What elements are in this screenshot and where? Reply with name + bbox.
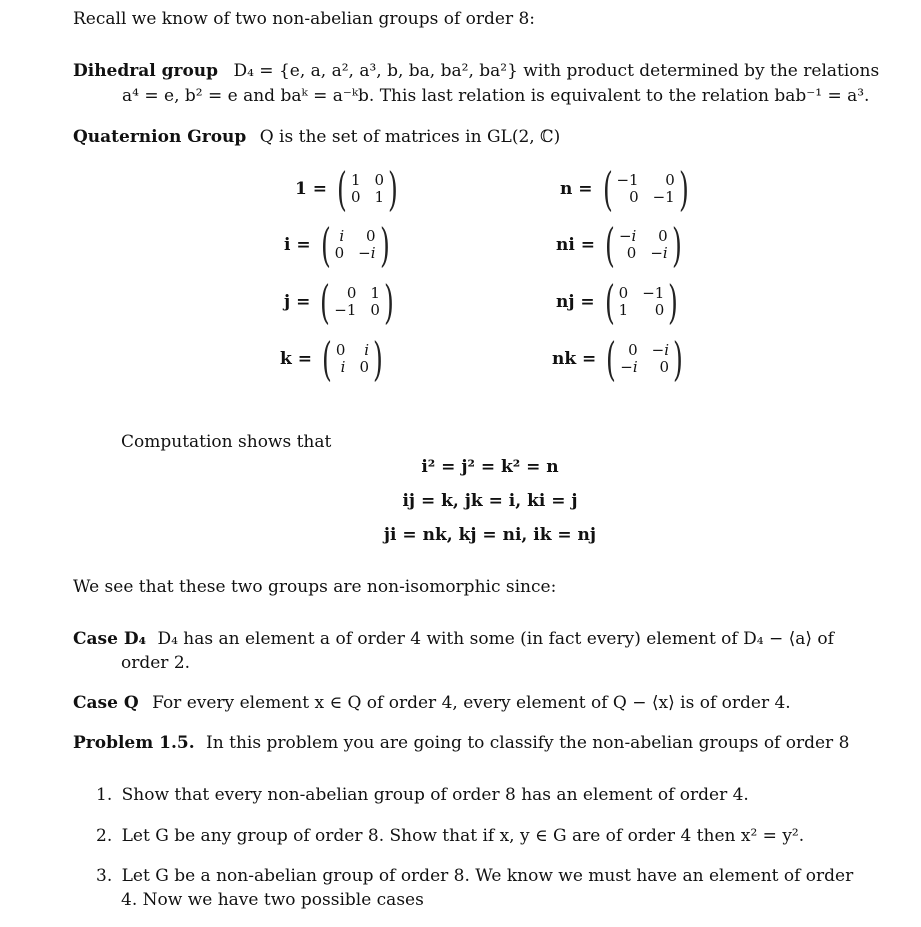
right-paren: ): [388, 162, 398, 216]
matrix-label: 1 =: [295, 178, 327, 199]
matrix-nj: [556, 275, 682, 329]
case-q: [73, 692, 791, 714]
computation-eq1: i² = j² = k² = n: [421, 457, 559, 477]
non-isomorphic-text: We see that these two groups are non-isomorphic since:: [73, 577, 557, 597]
cell: −1: [616, 170, 639, 189]
matrix-cells: [616, 172, 674, 207]
matrix-k: [280, 332, 387, 386]
cell: 0: [618, 283, 629, 302]
case-q-text: For every element x ∈ Q of order 4, every element of Q − ⟨x⟩ is of order 4.: [152, 693, 791, 713]
right-paren: ): [673, 332, 683, 386]
cell: 0: [628, 340, 638, 359]
cell: −1: [334, 301, 357, 319]
matrix-cells: [620, 342, 669, 377]
cell: 0: [626, 244, 637, 262]
right-paren: ): [379, 218, 390, 272]
left-paren: (: [605, 218, 615, 272]
left-paren: (: [320, 275, 331, 329]
matrix-label: nj =: [556, 291, 595, 312]
left-paren: (: [321, 332, 332, 386]
left-paren: (: [602, 162, 613, 216]
matrix-n: [560, 162, 693, 216]
matrix-nk: [552, 332, 687, 386]
cell: i: [340, 358, 346, 376]
cell: 0: [335, 340, 346, 359]
dihedral-heading: Dihedral group: [73, 61, 219, 81]
item-number: 3.: [96, 866, 113, 886]
matrix-cells: [335, 228, 376, 263]
quaternion-heading: Quaternion Group: [73, 127, 247, 147]
cell: −i: [651, 340, 670, 359]
cell: −1: [652, 188, 675, 206]
list-item-continuation: 4. Now we have two possible cases: [121, 890, 424, 910]
quaternion-paragraph: [73, 126, 560, 148]
intro-text: Recall we know of two non-abelian groups of order 8:: [73, 9, 536, 29]
computation-eq2: ij = k, jk = i, ki = j: [402, 491, 578, 511]
cell: 0: [350, 188, 361, 206]
item-number: 2.: [96, 826, 113, 846]
item-text: Show that every non-abelian group of order 8 has an element of order 4.: [121, 785, 749, 805]
problem-statement: [73, 732, 849, 754]
problem-label: Problem 1.5.: [73, 733, 195, 753]
left-paren: (: [337, 162, 347, 216]
matrix-label: nk =: [552, 348, 597, 369]
matrix-cells: [334, 285, 380, 320]
right-paren: ): [668, 275, 679, 329]
matrix-ni: [556, 218, 686, 272]
list-item: [96, 865, 853, 887]
cell: 1: [374, 188, 385, 206]
matrix-i: [284, 218, 393, 272]
case-d4-text1: D₄ has an element a of order 4 with some (in fact every) element of D₄ − ⟨a⟩ of: [157, 629, 834, 649]
cell: 0: [654, 301, 665, 319]
left-paren: (: [606, 332, 617, 386]
matrix-label: ni =: [556, 234, 595, 255]
right-paren: ): [671, 218, 682, 272]
computation-lead: Computation shows that: [121, 432, 332, 452]
matrix-label: k =: [280, 348, 312, 369]
cell: 0: [334, 244, 345, 262]
case-d4-text2: order 2.: [121, 653, 191, 673]
dihedral-paragraph: [73, 60, 879, 82]
item-text: Let G be any group of order 8. Show that if x, y ∈ G are of order 4 then x² = y².: [121, 826, 805, 846]
matrix-cells: [336, 342, 369, 377]
cell: −1: [642, 283, 665, 302]
matrix-j: [284, 275, 398, 329]
cell: −i: [618, 226, 637, 245]
cell: i: [339, 226, 345, 245]
cell: 1: [618, 301, 629, 319]
cell: −i: [650, 244, 668, 262]
case-d4-label: Case D₄: [73, 629, 147, 649]
dihedral-line2: a⁴ = e, b² = e and baᵏ = a⁻ᵏb. This last relation is equivalent to the relation bab⁻¹ = a³.: [122, 86, 870, 106]
cell: −i: [620, 358, 638, 376]
matrix-label: n =: [560, 178, 593, 199]
matrix-cells: [619, 285, 665, 320]
cell: 0: [658, 226, 668, 245]
cell: 0: [629, 188, 639, 206]
case-q-label: Case Q: [73, 693, 139, 713]
cell: 1: [350, 170, 361, 189]
cell: 0: [365, 226, 376, 245]
cell: 0: [346, 283, 357, 302]
list-item: [96, 825, 804, 847]
list-item: [96, 784, 749, 806]
cell: 0: [374, 170, 385, 189]
item-text: Let G be a non-abelian group of order 8. We know we must have an element of order: [121, 866, 854, 886]
matrix-cells: [619, 228, 668, 263]
computation-eq3: ji = nk, kj = ni, ik = nj: [383, 525, 597, 545]
dihedral-line1: D₄ = {e, a, a², a³, b, ba, ba², ba²} with product determined by the relations: [233, 61, 880, 81]
right-paren: ): [373, 332, 383, 386]
right-paren: ): [678, 162, 689, 216]
quaternion-text: Q is the set of matrices in GL(2, ℂ): [259, 127, 561, 147]
problem-text: In this problem you are going to classify the non-abelian groups of order 8: [206, 733, 850, 753]
cell: i: [364, 340, 369, 359]
cell: 0: [370, 301, 380, 319]
left-paren: (: [320, 218, 331, 272]
cell: −i: [358, 244, 376, 262]
left-paren: (: [604, 275, 615, 329]
cell: 1: [370, 283, 380, 302]
matrix-one: [295, 162, 402, 216]
item-number: 1.: [96, 785, 113, 805]
matrix-label: i =: [284, 234, 311, 255]
matrix-label: j =: [284, 291, 311, 312]
cell: 0: [665, 170, 675, 189]
cell: 0: [359, 358, 369, 376]
case-d4: [73, 628, 834, 650]
right-paren: ): [383, 275, 394, 329]
cell: 0: [659, 358, 670, 376]
matrix-cells: [351, 172, 384, 207]
